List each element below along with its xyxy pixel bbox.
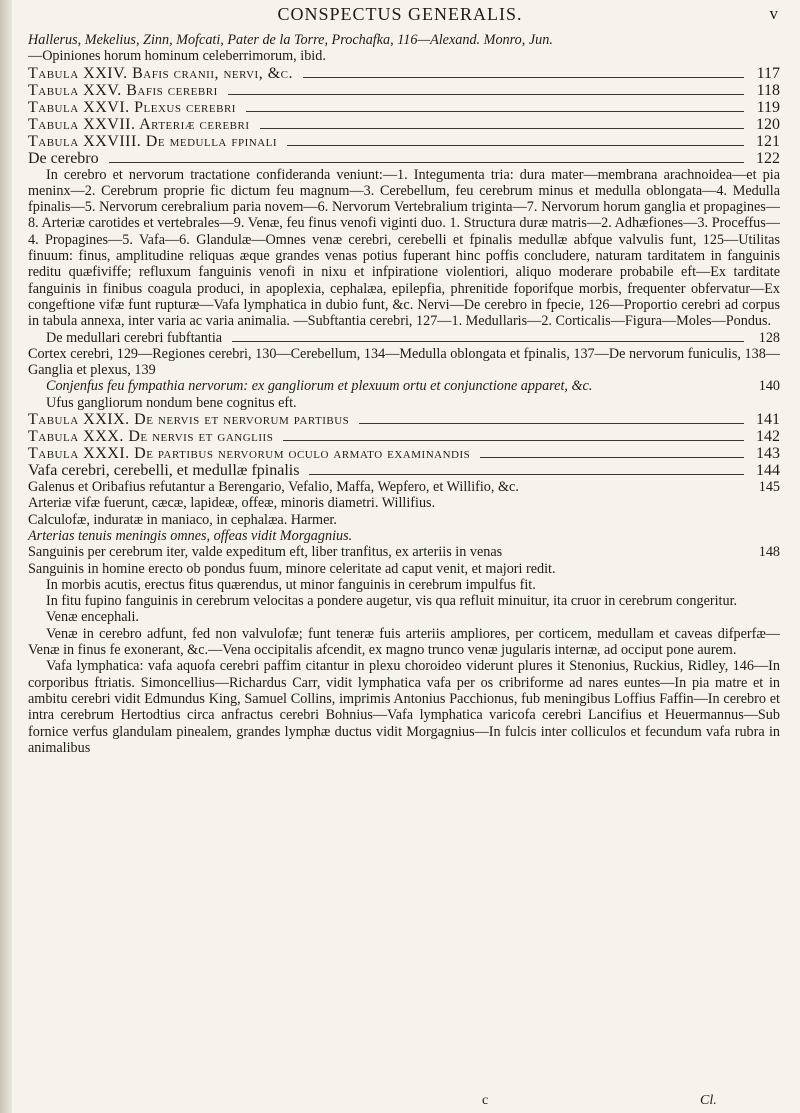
paragraph-venae-cerebro: Venæ in cerebro adfunt, fed non valvulofæ; funt teneræ fuis arteriis ampliores, per corticem, medullam et caveas difperfæ—Venæ in finus fe exonerant, &c.—Vena occipitalis afcendit, ex magno trunco venæ jugularis internæ, ad occiput pone aurem.	[28, 625, 780, 659]
text-line-sanguinis-iter: Sanguinis per cerebrum iter, valde expeditum eft, liber tranfitus, ex arteriis in venas 148	[28, 544, 780, 561]
text-line: —Opiniones horum hominum celeberrimorum, ibid.	[28, 48, 326, 65]
signature-mark: c	[482, 1093, 489, 1108]
tabula-entry: Tabula XXVI. Plexus cerebri 119	[28, 98, 780, 116]
text-line-medullari: De medullari cerebri fubftantia 128	[46, 329, 780, 346]
leader-line	[309, 474, 744, 475]
paragraph-morbis-acutis: In morbis acutis, erectus fitus quærendus, ut minor fanguinis in cerebrum impulfus fit.	[46, 576, 536, 593]
leader-line	[303, 77, 744, 78]
tabula-entry: Tabula XXIV. Bafis cranii, nervi, &c. 117	[28, 64, 780, 82]
tabula-entry: Tabula XXIX. De nervis et nervorum partibus 141	[28, 411, 780, 429]
leader-line	[228, 94, 744, 95]
paragraph-cortex: Cortex cerebri, 129—Regiones cerebri, 130—Cerebellum, 134—Medulla oblongata et fpinalis, 137—De nervorum funiculis, 138—Ganglia et plexus, 139	[28, 345, 780, 379]
tabula-entry: Tabula XXV. Bafis cerebri 118	[28, 81, 780, 99]
page-header	[0, 4, 800, 30]
paragraph-de-cerebro: In cerebro et nervorum tractatione confideranda veniunt:—1. Integumenta tria: dura mater—membrana arachnoidea—et pia meninx—2. Cerebrum proprie fic dictum feu magnum—3. Cerebellum, feu cerebrum minus et medulla oblongata—4. Medulla fpinalis—5. Nervorum cerebralium paria novem—6. Nervorum Vertebralium triginta—7. Nervorum horum ganglia et propagines—8. Arteriæ carotides et vertebrales—9. Venæ, feu finus venofi viginti duo. 1. Structura duræ matris—2. Adhæfiones—3. Proceffus—4. Propagines—5. Vafa—6. Glandulæ—Omnes venæ cerebri, cerebelli et fpinalis medullæ abfque valvulis funt, 125—Utilitas finuum: finus, amplitudine reliquas æque grandes venas potius fuperant hinc poffis concludere, naturam tarditatem in fanguinis reditu quæfiviffe; refluxum fanguinis venofi in nixu et infpiratione violentiori, aliquo moderare probabile eft—Ex tarditate fanguinis in finibus coagula produci, in apoplexia, cephalæa, epilepfia, phrenitide foporifque morbis, frequenter obfervatur—Ex congeftione vifæ funt rupturæ—Vafa lymphatica in dubio funt, &c. Nervi—De cerebro in fpecie, 126—Proportio cerebri ad corpus in tabula annexa, inter varia ac varia animalia. —Subftantia cerebri, 127—1. Medullaris—2. Corticalis—Figura—Moles—Pondus.	[28, 166, 780, 330]
paragraph-situ-supino: In fitu fupino fanguinis in cerebrum velocitas a pondere augetur, vis qua refluit minuitur, ita cruor in cerebrum congeritur.	[46, 593, 738, 610]
tabula-list	[28, 65, 780, 167]
paragraph-arterias-tenuis: Arterias tenuis meningis omnes, offeas vidit Morgagnius.	[28, 527, 353, 544]
leader-line	[260, 128, 745, 129]
paragraph-venae-encephali: Venæ encephali.	[46, 609, 139, 626]
page-number: v	[769, 4, 778, 23]
leader-line	[109, 162, 744, 163]
tabula-entry: Tabula XXX. De nervis et gangliis 142	[28, 428, 780, 446]
leader-line	[287, 145, 744, 146]
tabula-entry: De cerebro 122	[28, 149, 780, 167]
leader-line	[480, 457, 744, 458]
text-line: Hallerus, Mekelius, Zinn, Mofcati, Pater de la Torre, Prochafka, 116—Alexand. Monro, Jun.	[28, 32, 553, 48]
text-line-galenus: Galenus et Oribafius refutantur a Berengario, Vefalio, Maffa, Wepfero, et Willifio, &c. 145	[28, 479, 780, 496]
tabula-entry: Tabula XXXI. De partibus nervorum oculo armato examinandis 143	[28, 445, 780, 463]
text-line-usus: Ufus gangliorum nondum bene cognitus eft.	[46, 394, 297, 411]
text-line-consensus: Conjenfus feu fympathia nervorum: ex gangliorum et plexuum ortu et conjunctione apparet, &c. 140	[46, 378, 780, 395]
body-text	[28, 32, 780, 756]
tabula-list-2	[28, 411, 780, 479]
leader-line	[246, 111, 744, 112]
catchword: Cl.	[700, 1093, 717, 1108]
paragraph-arteriae: Arteriæ vifæ fuerunt, cæcæ, lapideæ, offeæ, minoris diametri. Willifius.	[28, 495, 436, 512]
paragraph-sanguinis-erecto: Sanguinis in homine erecto ob pondus fuum, minore celeritate ad caput venit, et majori redit.	[28, 560, 556, 577]
leader-line	[359, 423, 744, 424]
running-head: CONSPECTUS GENERALIS.	[277, 4, 523, 24]
page-gutter-shadow	[0, 0, 12, 1113]
paragraph-vasa-lymphatica: Vafa lymphatica: vafa aquofa cerebri paffim citantur in plexu choroideo viderunt plures it Stenonius, Ruckius, Ridley, 146—In corporibus ftriatis. Simoncellius—Richardus Carr, vidit lymphatica vafa per os cribriforme ad nares euntes—In pia matre et in ambitu cerebri vidit Edmundus King, Samuel Collins, imprimis Antonius Pacchionus, fub meningibus Loffius Faffin—In cerebro et intra cerebrum Hertodtius circa anfractus cerebri Bohnius—Vafa lymphatica varicofa cerebri Lancifius et Heuermannus—Sub fornice verfus glandulam pinealem, grandes lymphæ ductus vidit Morgagnius—In fulcis inter colliculos et fecundum vafa rubra in animalibus	[28, 658, 780, 756]
leader-line	[283, 440, 744, 441]
tabula-entry: Tabula XXVII. Arteriæ cerebri 120	[28, 115, 780, 133]
tabula-entry: Vafa cerebri, cerebelli, et medullæ fpinalis 144	[28, 462, 780, 480]
paragraph-calculosae: Calculofæ, induratæ in maniaco, in cephalæa. Harmer.	[28, 511, 337, 528]
leader-line	[232, 341, 744, 342]
tabula-entry: Tabula XXVIII. De medulla fpinali 121	[28, 132, 780, 150]
